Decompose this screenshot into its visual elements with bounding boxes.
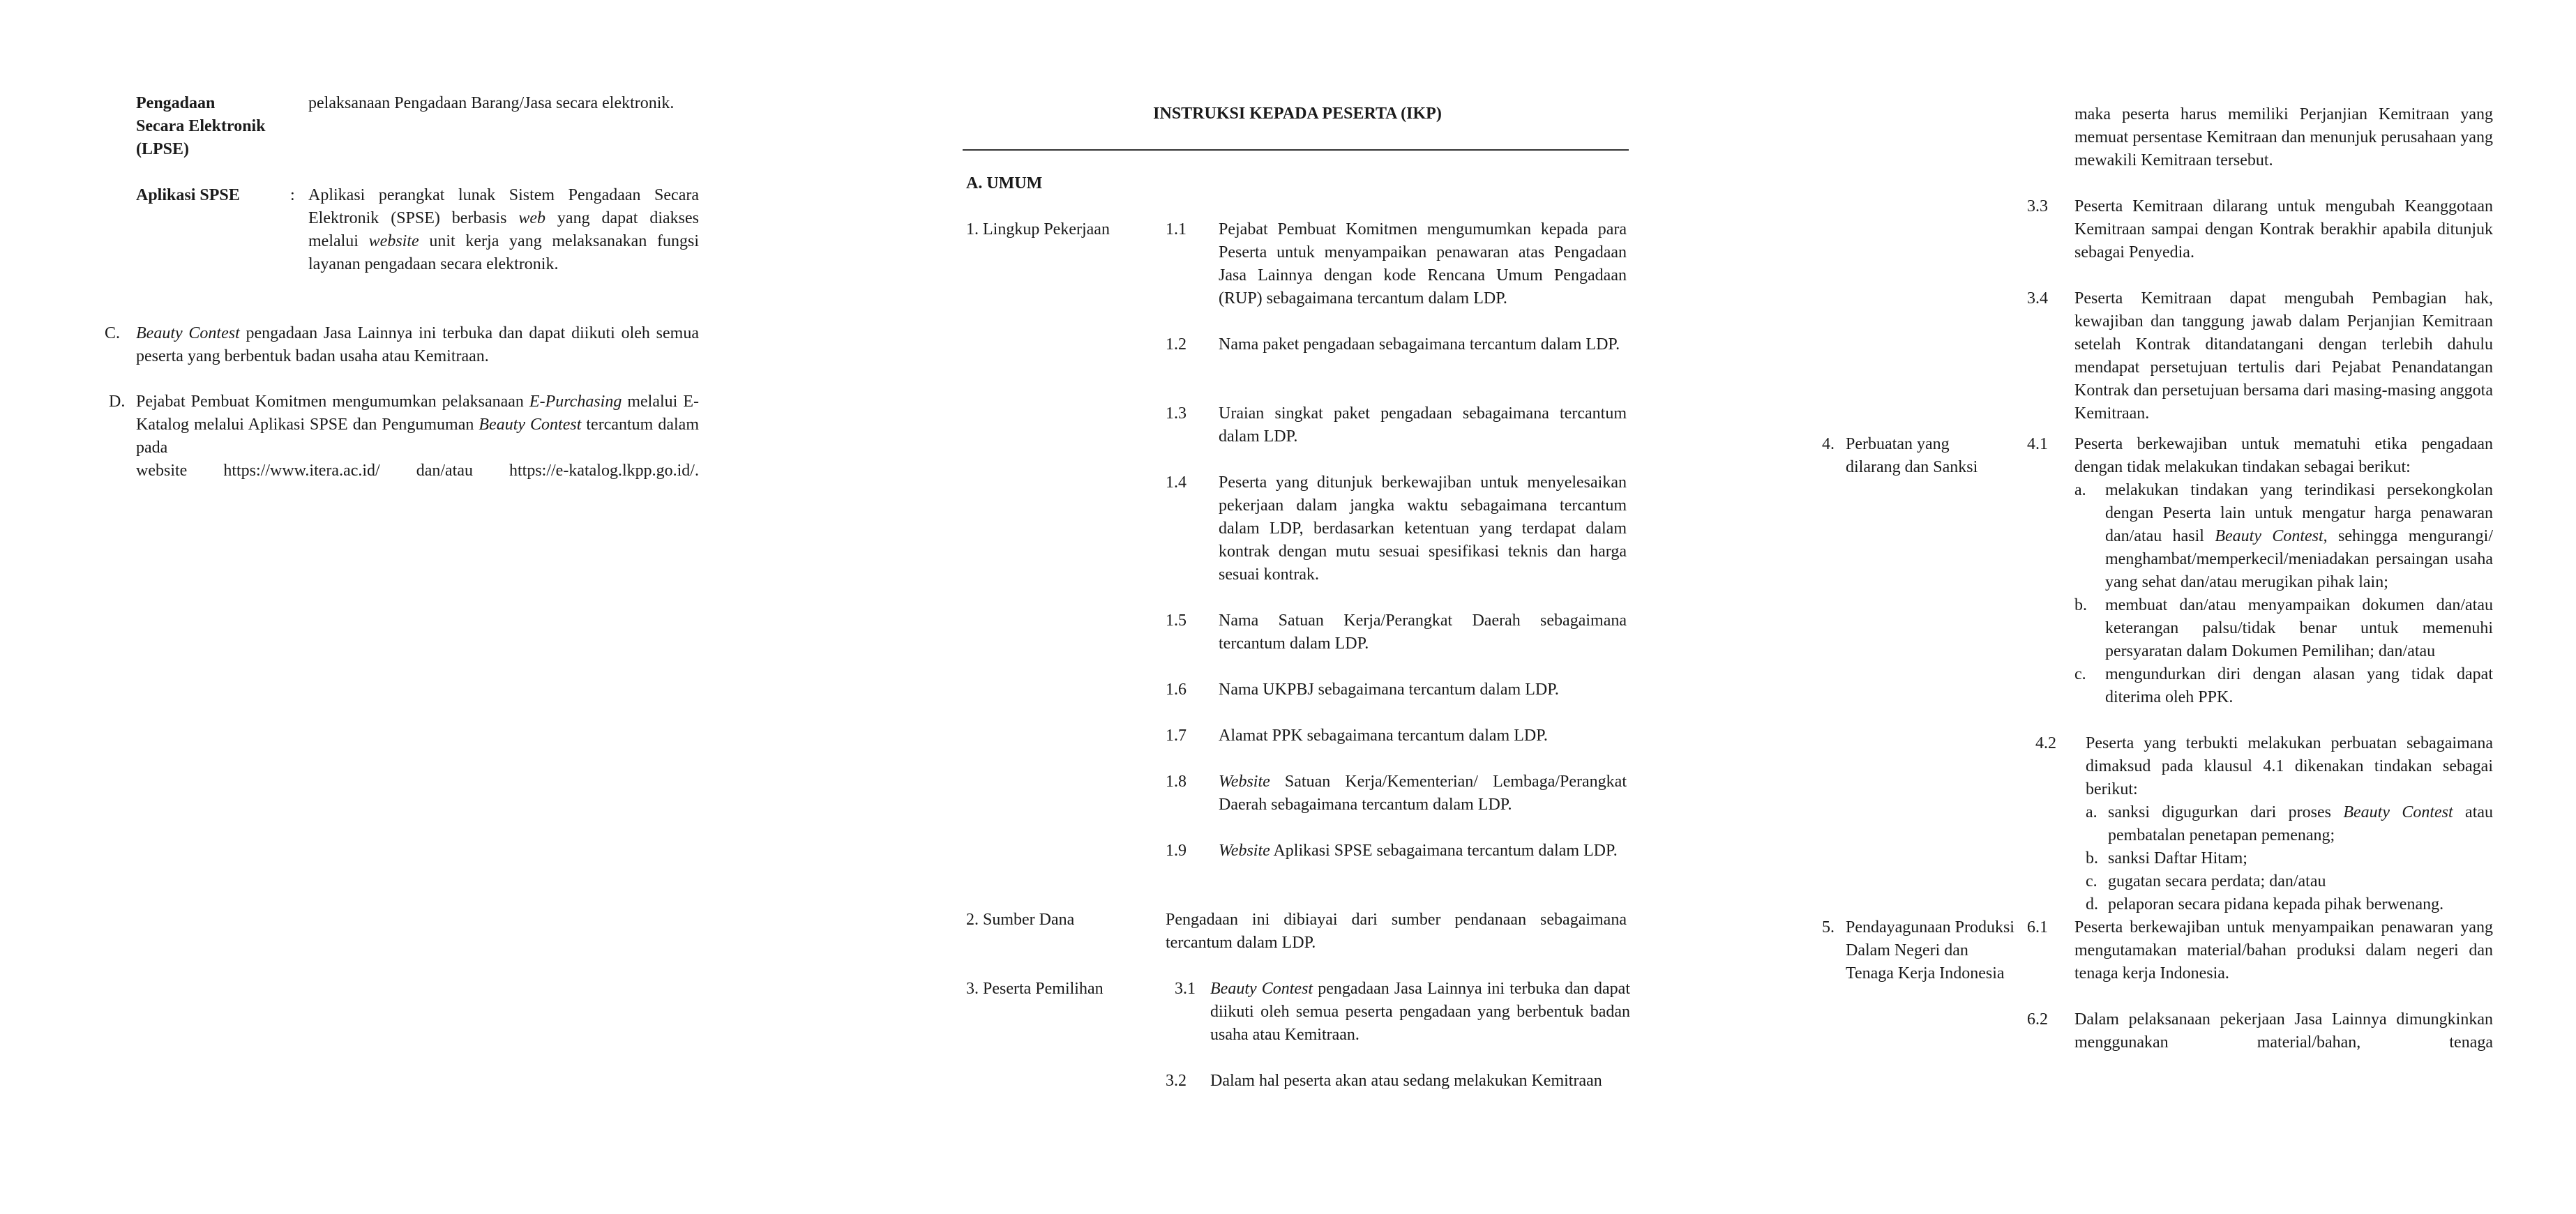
page-left — [91, 0, 788, 1214]
clause-d-website-line — [136, 460, 699, 483]
item-1-1-text: Pejabat Pembuat Komitmen mengumumkan kepada para Peserta untuk menyampaikan penawaran atas Pengadaan Jasa Lainnya dengan kode Rencana Umum Pengadaan (RUP) sebagaimana tercantum dalam LDP. — [1219, 220, 1627, 308]
item-1-4-number: 1.4 — [1166, 473, 1187, 492]
item-4-1-sub-b: b. membuat dan/atau menyampaikan dokumen dan/atau keterangan palsu/tidak benar untuk memenuhi persyaratan dalam Dokumen Pemilihan; dan/atau — [2074, 596, 2493, 660]
item-1-3-text: Uraian singkat paket pengadaan sebagaimana tercantum dalam LDP. — [1219, 404, 1627, 446]
item-1-1-number: 1.1 — [1166, 220, 1187, 238]
page-title: INSTRUKSI KEPADA PESERTA (IKP) — [1153, 105, 1442, 123]
item-3-3-number: 3.3 — [2027, 197, 2048, 215]
section-1-label: 1. Lingkup Pekerjaan — [966, 220, 1110, 238]
item-1-9-text: Website Aplikasi SPSE sebagaimana tercantum dalam LDP. — [1219, 842, 1618, 860]
page-middle — [963, 0, 1632, 1214]
item-4-2-sub-c: c. gugatan secara perdata; dan/atau — [2086, 872, 2326, 890]
item-4-2-sub-b: b. sanksi Daftar Hitam; — [2086, 849, 2247, 867]
dan-atau-word: dan/atau — [416, 462, 473, 480]
section-4-label: Perbuatan yang dilarang dan Sanksi — [1846, 435, 1978, 476]
item-1-6-number: 1.6 — [1166, 681, 1187, 699]
item-3-1-number: 3.1 — [1175, 980, 1196, 998]
item-1-4-text: Peserta yang ditunjuk berkewajiban untuk menyelesaikan pekerjaan dalam jangka waktu sebagaimana tercantum dalam LDP, berdasarkan ketentuan yang terdapat dalam kontrak dengan mutu sesuai spesifikasi teknis dan harga sesuai kontrak. — [1219, 473, 1627, 584]
section-5-number: 5. — [1822, 918, 1835, 936]
item-3-2-continuation: maka peserta harus memiliki Perjanjian Kemitraan yang memuat persentase Kemitraan dan menunjuk perusahaan yang mewakili Kemitraan tersebut. — [2074, 105, 2493, 169]
item-4-1-block — [2074, 433, 2493, 709]
item-3-2-number: 3.2 — [1166, 1072, 1187, 1090]
section-5-label: Pendayagunaan Produksi Dalam Negeri dan Tenaga Kerja Indonesia — [1846, 918, 2014, 982]
item-1-5-number: 1.5 — [1166, 612, 1187, 630]
item-1-6-text: Nama UKPBJ sebagaimana tercantum dalam LDP. — [1219, 681, 1559, 699]
item-3-2-text: Dalam hal peserta akan atau sedang melakukan Kemitraan — [1210, 1072, 1602, 1090]
spse-definition: Aplikasi perangkat lunak Sistem Pengadaan Secara Elektronik (SPSE) berbasis web yang dapat diakses melalui website unit kerja yang melaksanakan fungsi layanan pengadaan secara elektronik. — [308, 186, 699, 273]
spse-term: Aplikasi SPSE — [136, 186, 240, 204]
item-1-2-number: 1.2 — [1166, 335, 1187, 354]
item-1-8-number: 1.8 — [1166, 773, 1187, 791]
section-2-label: 2. Sumber Dana — [966, 911, 1075, 929]
section-2-text: Pengadaan ini dibiayai dari sumber pendanaan sebagaimana tercantum dalam LDP. — [1166, 911, 1627, 952]
item-1-9-number: 1.9 — [1166, 842, 1187, 860]
item-3-4-number: 3.4 — [2027, 289, 2048, 308]
item-1-3-number: 1.3 — [1166, 404, 1187, 423]
item-4-2-number: 4.2 — [2035, 734, 2056, 752]
spse-colon: : — [290, 186, 295, 204]
item-3-3-text: Peserta Kemitraan dilarang untuk mengubah Keanggotaan Kemitraan sampai dengan Kontrak berakhir apabila ditunjuk sebagai Penyedia. — [2074, 197, 2493, 261]
item-4-1-sub-a: a. melakukan tindakan yang terindikasi persekongkolan dengan Peserta lain untuk mengatur harga penawaran dan/atau hasil Beauty Contest, sehingga mengurangi/ menghambat/memperkecil/meniadakan persaingan usaha yang sehat dan/atau merugikan pihak lain; — [2074, 481, 2493, 591]
clause-d-text: Pejabat Pembuat Komitmen mengumumkan pelaksanaan E-Purchasing melalui E-Katalog melalui Aplikasi SPSE dan Pengumuman Beauty Contest tercantum dalam pada website https://www.itera.ac.id/ dan/atau https://e-katalog.lkpp.go.id/. — [136, 390, 699, 483]
item-6-2-number: 6.2 — [2027, 1010, 2048, 1029]
item-4-2-sub-d: d. pelaporan secara pidana kepada pihak berwenang. — [2086, 895, 2444, 913]
item-1-7-text: Alamat PPK sebagaimana tercantum dalam LDP. — [1219, 727, 1548, 745]
lpse-term: Pengadaan Secara Elektronik (LPSE) — [136, 94, 266, 158]
section-a-heading: A. UMUM — [966, 174, 1043, 192]
clause-c-text: Beauty Contest pengadaan Jasa Lainnya ini terbuka dan dapat diikuti oleh semua peserta yang berbentuk badan usaha atau Kemitraan. — [136, 324, 699, 365]
website-word: website — [136, 462, 188, 480]
page-right — [1814, 0, 2504, 1214]
itera-link[interactable]: https://www.itera.ac.id/ — [223, 462, 380, 480]
item-3-4-text: Peserta Kemitraan dapat mengubah Pembagian hak, kewajiban dan tanggung jawab dalam Perjanjian Kemitraan setelah Kontrak ditandatangani dengan terlebih dahulu mendapat persetujuan tertulis dari Pejabat Penandatangan Kontrak dan persetujuan bersama dari masing-masing anggota Kemitraan. — [2074, 289, 2493, 423]
item-4-1-sub-c: c. mengundurkan diri dengan alasan yang tidak dapat diterima oleh PPK. — [2074, 665, 2493, 706]
item-6-1-text: Peserta berkewajiban untuk menyampaikan penawaran yang mengutamakan material/bahan produksi dalam negeri dan tenaga kerja Indonesia. — [2074, 918, 2493, 982]
item-4-2-block — [2086, 732, 2493, 916]
item-6-1-number: 6.1 — [2027, 918, 2048, 936]
lpse-definition: pelaksanaan Pengadaan Barang/Jasa secara elektronik. — [308, 94, 675, 112]
item-4-2-text: Peserta yang terbukti melakukan perbuatan sebagaimana dimaksud pada klausul 4.1 dikenakan tindakan sebagai berikut: — [2086, 734, 2493, 798]
section-4-number: 4. — [1822, 435, 1835, 453]
item-1-2-text: Nama paket pengadaan sebagaimana tercantum dalam LDP. — [1219, 335, 1620, 354]
item-1-5-text: Nama Satuan Kerja/Perangkat Daerah sebagaimana tercantum dalam LDP. — [1219, 612, 1627, 653]
clause-d-label: D. — [109, 393, 126, 411]
item-1-8-text: Website Satuan Kerja/Kementerian/ Lembaga/Perangkat Daerah sebagaimana tercantum dalam LDP. — [1219, 773, 1627, 814]
item-4-1-text: Peserta berkewajiban untuk mematuhi etika pengadaan dengan tidak melakukan tindakan sebagai berikut: — [2074, 435, 2493, 476]
item-6-2-text: Dalam pelaksanaan pekerjaan Jasa Lainnya dimungkinkan menggunakan material/bahan, tenaga — [2074, 1010, 2493, 1052]
item-3-1-text: Beauty Contest pengadaan Jasa Lainnya ini terbuka dan dapat diikuti oleh semua peserta pengadaan yang berbentuk badan usaha atau Kemitraan. — [1210, 980, 1630, 1044]
item-4-2-sub-a: a. sanksi digugurkan dari proses Beauty Contest atau pembatalan penetapan pemenang; — [2086, 803, 2494, 844]
clause-c-label: C. — [105, 324, 121, 342]
title-divider — [963, 149, 1629, 151]
item-4-1-number: 4.1 — [2027, 435, 2048, 453]
ekatalog-link[interactable]: https://e-katalog.lkpp.go.id/. — [509, 462, 699, 480]
item-1-7-number: 1.7 — [1166, 727, 1187, 745]
section-3-label: 3. Peserta Pemilihan — [966, 980, 1104, 998]
